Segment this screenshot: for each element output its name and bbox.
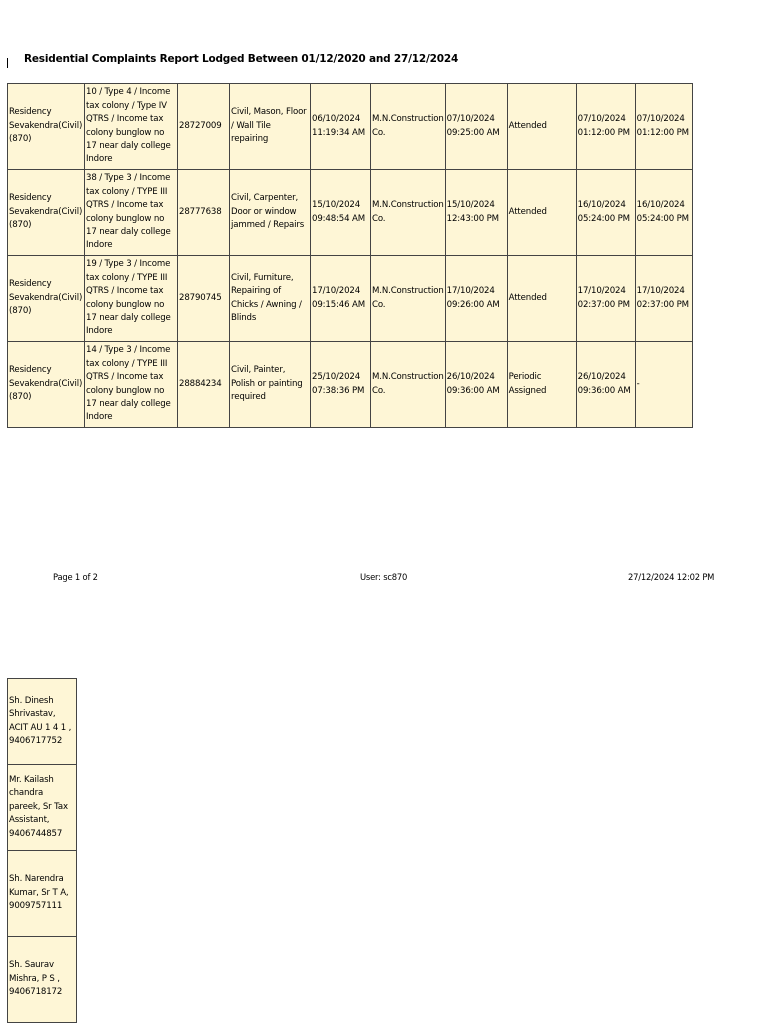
office-cell: Residency Sevakendra(Civil)(870) — [8, 342, 85, 428]
table-row — [8, 342, 693, 428]
category-cell: Civil, Painter, Polish or painting required — [230, 342, 311, 428]
closed-date-cell: 17/10/2024 02:37:00 PM — [635, 256, 692, 342]
table-row — [8, 84, 693, 170]
attended-date-cell: 17/10/2024 02:37:00 PM — [576, 256, 635, 342]
address-cell: 10 / Type 4 / Income tax colony / Type IV QTRS / Income tax colony bunglow no 17 near daly college Indore — [85, 84, 178, 170]
complaint-number-cell: 28727009 — [178, 84, 230, 170]
office-cell: Residency Sevakendra(Civil)(870) — [8, 84, 85, 170]
lodged-date-cell: 06/10/2024 11:19:34 AM — [311, 84, 371, 170]
print-date: 27/12/2024 12:02 PM — [628, 572, 715, 582]
status-cell: Attended — [507, 84, 576, 170]
assigned-date-cell: 26/10/2024 09:36:00 AM — [445, 342, 507, 428]
page-number: Page 1 of 2 — [53, 572, 98, 582]
contractor-cell: M.N.Construction Co. — [371, 170, 446, 256]
closed-date-cell: 16/10/2024 05:24:00 PM — [635, 170, 692, 256]
lodged-date-cell: 15/10/2024 09:48:54 AM — [311, 170, 371, 256]
table-row — [8, 256, 693, 342]
closed-date-cell: 07/10/2024 01:12:00 PM — [635, 84, 692, 170]
contact-cell: Sh. Narendra Kumar, Sr T A, 9009757111 — [8, 851, 77, 937]
office-cell: Residency Sevakendra(Civil)(870) — [8, 170, 85, 256]
table-row — [8, 170, 693, 256]
assigned-date-cell: 15/10/2024 12:43:00 PM — [445, 170, 507, 256]
contacts-table — [7, 678, 77, 1023]
report-title: Residential Complaints Report Lodged Between 01/12/2020 and 27/12/2024 — [24, 53, 459, 65]
contractor-cell: M.N.Construction Co. — [371, 84, 446, 170]
status-cell: Attended — [507, 170, 576, 256]
status-cell: Periodic Assigned — [507, 342, 576, 428]
attended-date-cell: 26/10/2024 09:36:00 AM — [576, 342, 635, 428]
title-marker — [7, 58, 8, 68]
office-cell: Residency Sevakendra(Civil)(870) — [8, 256, 85, 342]
complaint-number-cell: 28884234 — [178, 342, 230, 428]
user-label: User: sc870 — [360, 572, 408, 582]
contact-cell: Sh. Dinesh Shrivastav, ACIT AU 1 4 1 , 9406717752 — [8, 679, 77, 765]
table-row — [8, 851, 77, 937]
closed-date-cell: - — [635, 342, 692, 428]
attended-date-cell: 16/10/2024 05:24:00 PM — [576, 170, 635, 256]
assigned-date-cell: 07/10/2024 09:25:00 AM — [445, 84, 507, 170]
complaints-table — [7, 83, 693, 428]
table-row — [8, 937, 77, 1023]
category-cell: Civil, Mason, Floor / Wall Tile repairing — [230, 84, 311, 170]
contact-cell: Sh. Saurav Mishra, P S , 9406718172 — [8, 937, 77, 1023]
contact-cell: Mr. Kailash chandra pareek, Sr Tax Assistant, 9406744857 — [8, 765, 77, 851]
complaint-number-cell: 28790745 — [178, 256, 230, 342]
category-cell: Civil, Carpenter, Door or window jammed / Repairs — [230, 170, 311, 256]
lodged-date-cell: 25/10/2024 07:38:36 PM — [311, 342, 371, 428]
contractor-cell: M.N.Construction Co. — [371, 342, 446, 428]
contractor-cell: M.N.Construction Co. — [371, 256, 446, 342]
lodged-date-cell: 17/10/2024 09:15:46 AM — [311, 256, 371, 342]
address-cell: 19 / Type 3 / Income tax colony / TYPE III QTRS / Income tax colony bunglow no 17 near daly college Indore — [85, 256, 178, 342]
assigned-date-cell: 17/10/2024 09:26:00 AM — [445, 256, 507, 342]
attended-date-cell: 07/10/2024 01:12:00 PM — [576, 84, 635, 170]
complaint-number-cell: 28777638 — [178, 170, 230, 256]
address-cell: 14 / Type 3 / Income tax colony / TYPE III QTRS / Income tax colony bunglow no 17 near daly college Indore — [85, 342, 178, 428]
address-cell: 38 / Type 3 / Income tax colony / TYPE III QTRS / Income tax colony bunglow no 17 near daly college Indore — [85, 170, 178, 256]
table-row — [8, 765, 77, 851]
category-cell: Civil, Furniture, Repairing of Chicks / Awning / Blinds — [230, 256, 311, 342]
status-cell: Attended — [507, 256, 576, 342]
table-row — [8, 679, 77, 765]
